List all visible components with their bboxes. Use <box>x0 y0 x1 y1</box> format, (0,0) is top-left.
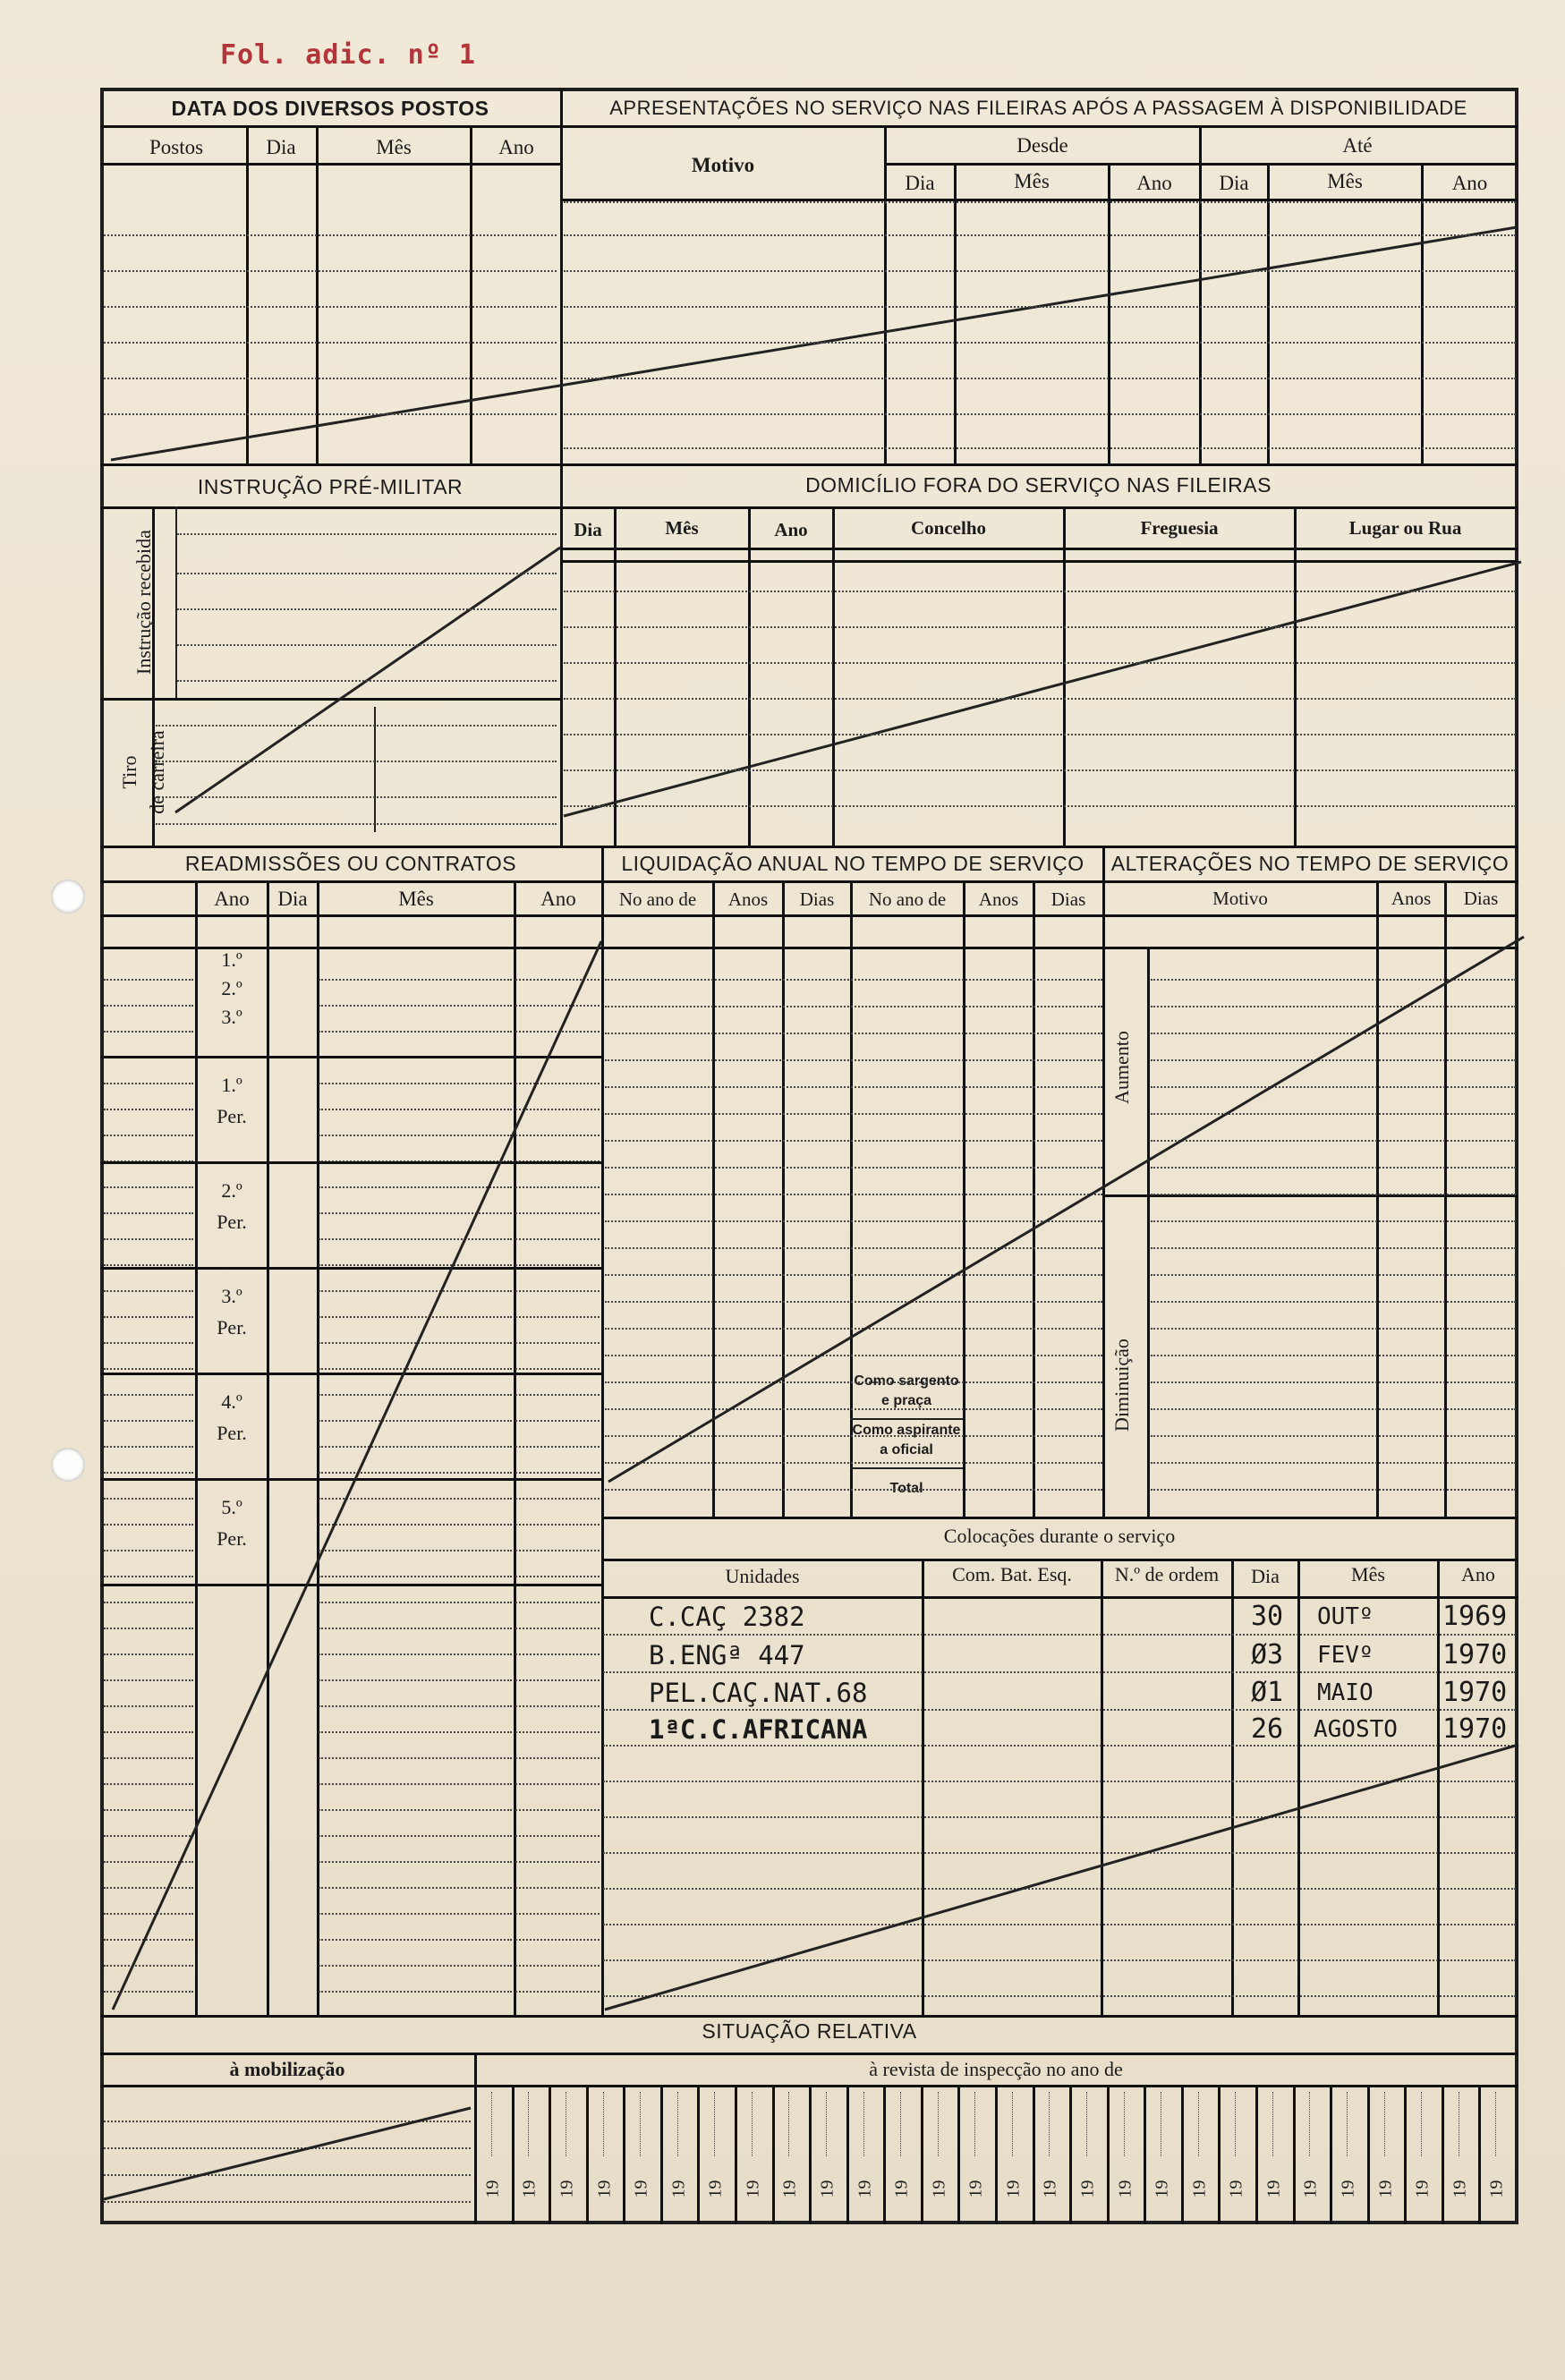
situacao-revista: à revista de inspecção no ano de <box>869 2058 1123 2080</box>
instrucao-row-line <box>177 608 557 610</box>
revista-year-label: 19 <box>1040 2180 1060 2198</box>
apresentacoes-row-line <box>564 201 1516 203</box>
domicilio-ano: Ano <box>774 519 808 540</box>
ate-ano: Ano <box>1451 172 1488 194</box>
readmissoes-col-mes: Mês <box>398 888 434 910</box>
postos-col-mes: Mês <box>376 136 412 158</box>
readmissoes-row-label: 1.º <box>221 1074 242 1096</box>
revista-year-label: 19 <box>891 2180 912 2198</box>
apresentacoes-row-line <box>564 270 1516 272</box>
cancel-line-domicilio <box>564 562 1521 816</box>
domicilio-row-line <box>564 734 1516 735</box>
colocacoes-col-unidades: Unidades <box>725 1565 800 1587</box>
revista-year-label: 19 <box>1003 2180 1024 2198</box>
colocacao-row3-mes: MAIO <box>1317 1679 1374 1706</box>
revista-year-label: 19 <box>519 2180 540 2198</box>
domicilio-mes: Mês <box>665 517 699 539</box>
domicilio-freguesia: Freguesia <box>1140 517 1219 539</box>
label-total: Total <box>889 1481 923 1496</box>
revista-year-label: 19 <box>1226 2180 1246 2198</box>
alteracoes-col-anos: Anos <box>1391 888 1432 909</box>
de-carreira-label: de carreira <box>146 730 168 814</box>
aumento-label: Aumento <box>1110 1031 1133 1104</box>
readmissoes-row-label: 3.º <box>221 1285 242 1307</box>
readmissoes-row-label: Per. <box>217 1527 247 1550</box>
colocacao-row2-mes: FEVº <box>1317 1642 1374 1669</box>
desde-dia: Dia <box>905 172 935 194</box>
domicilio-row-line <box>564 698 1516 700</box>
readmissoes-row-label: 2.º <box>221 1179 242 1202</box>
colocacao-row4-unidade: 1ªC.C.AFRICANA <box>649 1714 868 1745</box>
readmissoes-col-dia: Dia <box>277 888 308 910</box>
postos-col-dia: Dia <box>266 136 296 158</box>
revista-year-label: 19 <box>743 2180 763 2198</box>
domicilio-lugar: Lugar ou Rua <box>1348 517 1462 539</box>
revista-year-label: 19 <box>817 2180 838 2198</box>
label-como-sargento: Como sargento e praça <box>854 1373 959 1408</box>
desde-mes: Mês <box>1014 170 1050 192</box>
liquidacao-col-noano1: No ano de <box>618 888 697 910</box>
readmissoes-row-label: Per. <box>217 1316 247 1339</box>
domicilio-title: DOMICÍLIO FORA DO SERVIÇO NAS FILEIRAS <box>805 473 1272 497</box>
revista-year-label: 19 <box>1338 2180 1358 2198</box>
revista-year-label: 19 <box>1077 2180 1098 2198</box>
readmissoes-row-label: 4.º <box>221 1390 242 1413</box>
colocacoes-title: Colocações durante o serviço <box>943 1525 1176 1547</box>
liquidacao-col-anos1: Anos <box>727 888 769 910</box>
colocacao-row2-dia: Ø3 <box>1251 1639 1284 1670</box>
liquidacao-title: LIQUIDAÇÃO ANUAL NO TEMPO DE SERVIÇO <box>621 852 1084 875</box>
instrucao-title: INSTRUÇÃO PRÉ-MILITAR <box>197 475 464 498</box>
ate-mes: Mês <box>1327 170 1363 192</box>
revista-year-label: 19 <box>929 2180 949 2198</box>
readmissoes-title: READMISSÕES OU CONTRATOS <box>184 852 517 875</box>
readmissoes-row-label: Per. <box>217 1211 247 1233</box>
apresentacoes-motivo: Motivo <box>691 154 755 176</box>
postos-row-line <box>104 378 557 379</box>
colocacao-row3-ano: 1970 <box>1442 1677 1508 1708</box>
colocacao-row3-unidade: PEL.CAÇ.NAT.68 <box>649 1678 868 1708</box>
instrucao-row-line <box>177 573 557 574</box>
revista-year-label: 19 <box>594 2180 615 2198</box>
postos-col-postos: Postos <box>149 136 204 158</box>
domicilio-dia: Dia <box>574 519 602 540</box>
situacao-title: SITUAÇÃO RELATIVA <box>702 2019 917 2043</box>
colocacoes-col-ano: Ano <box>1461 1563 1495 1585</box>
instrucao-row-line <box>177 533 557 535</box>
domicilio-row-line <box>564 769 1516 771</box>
colocacao-row1-unidade: C.CAÇ 2382 <box>649 1602 805 1632</box>
tiro-row-line <box>156 823 557 825</box>
colocacao-row1-mes: OUTº <box>1317 1603 1374 1630</box>
revista-year-label: 19 <box>1115 2180 1135 2198</box>
liquidacao-col-dias1: Dias <box>799 888 835 910</box>
revista-year-label: 19 <box>1263 2180 1284 2198</box>
apresentacoes-title: APRESENTAÇÕES NO SERVIÇO NAS FILEIRAS APÓS A PASSAGEM À DISPONIBILIDADE <box>609 97 1467 119</box>
revista-year-label: 19 <box>1152 2180 1172 2198</box>
apresentacoes-desde: Desde <box>1016 134 1068 157</box>
revista-year-label: 19 <box>668 2180 689 2198</box>
cancel-line-postos <box>111 227 1517 460</box>
alteracoes-col-dias: Dias <box>1463 888 1499 909</box>
domicilio-row-line <box>564 591 1516 592</box>
revista-year-label: 19 <box>482 2180 503 2198</box>
revista-year-label: 19 <box>965 2180 986 2198</box>
tiro-row-line <box>156 796 557 798</box>
readmissoes-row-label: 5.º <box>221 1496 242 1518</box>
revista-year-label: 19 <box>631 2180 651 2198</box>
apresentacoes-row-line <box>564 378 1516 379</box>
ate-dia: Dia <box>1219 172 1249 194</box>
readmissoes-row-label: Per. <box>217 1105 247 1127</box>
instrucao-row-line <box>177 644 557 646</box>
colocacoes-col-nordem: N.º de ordem <box>1114 1563 1220 1585</box>
revista-year-label: 19 <box>1375 2180 1396 2198</box>
tiro-row-line <box>156 725 557 727</box>
cancel-line-readmissoes <box>113 941 601 2010</box>
colocacoes-col-combat: Com. Bat. Esq. <box>952 1563 1072 1585</box>
instrucao-recebida-label: Instrução recebida <box>132 530 155 675</box>
tiro-row-line <box>156 761 557 762</box>
readmissoes-col-ano2: Ano <box>540 888 576 910</box>
revista-year-label: 19 <box>1450 2180 1470 2198</box>
colocacao-row3-dia: Ø1 <box>1251 1677 1284 1708</box>
revista-year-label: 19 <box>1412 2180 1433 2198</box>
liquidacao-col-dias2: Dias <box>1050 888 1086 910</box>
postos-row-line <box>104 306 557 308</box>
situacao-mobilizacao: à mobilização <box>229 2058 345 2080</box>
cancel-line-situacao <box>104 2108 471 2199</box>
colocacoes-col-mes: Mês <box>1351 1563 1385 1585</box>
apresentacoes-row-line <box>564 342 1516 344</box>
colocacao-row1-ano: 1969 <box>1442 1601 1508 1632</box>
revista-year-label: 19 <box>779 2180 800 2198</box>
colocacao-row2-ano: 1970 <box>1442 1639 1508 1670</box>
revista-year-label: 19 <box>855 2180 875 2198</box>
folio-stamp: Fol. adic. nº 1 <box>220 39 476 71</box>
readmissoes-row-label: Per. <box>217 1422 247 1444</box>
colocacao-row2-unidade: B.ENGª 447 <box>649 1640 805 1670</box>
label-como-aspirante: Como aspirante a oficial <box>852 1423 961 1458</box>
readmissoes-col-ano: Ano <box>214 888 250 910</box>
alteracoes-title: ALTERAÇÕES NO TEMPO DE SERVIÇO <box>1110 852 1510 875</box>
liquidacao-col-anos2: Anos <box>978 888 1019 910</box>
tiro-label: Tiro <box>118 755 140 789</box>
revista-year-label: 19 <box>1486 2180 1507 2198</box>
colocacao-row4-mes: AGOSTO <box>1314 1716 1398 1743</box>
liquidacao-col-noano2: No ano de <box>868 888 947 910</box>
apresentacoes-row-line <box>564 234 1516 236</box>
apresentacoes-ate: Até <box>1342 134 1373 157</box>
cancel-line-liquidacao <box>608 937 1524 1482</box>
postos-col-ano: Ano <box>498 136 534 158</box>
colocacao-row1-dia: 30 <box>1251 1601 1284 1632</box>
desde-ano: Ano <box>1136 172 1172 194</box>
apresentacoes-row-line <box>564 413 1516 415</box>
colocacoes-col-dia: Dia <box>1251 1565 1280 1587</box>
colocacao-row4-dia: 26 <box>1251 1713 1284 1745</box>
cancel-line-colocacoes <box>605 1745 1518 2010</box>
revista-year-label: 19 <box>705 2180 726 2198</box>
postos-row-line <box>104 413 557 415</box>
domicilio-row-line <box>564 662 1516 664</box>
readmissoes-row-label: 3.º <box>221 1006 242 1028</box>
revista-year-label: 19 <box>1300 2180 1321 2198</box>
instrucao-row-line <box>177 680 557 682</box>
domicilio-row-line <box>564 805 1516 807</box>
postos-row-line <box>104 342 557 344</box>
domicilio-concelho: Concelho <box>911 517 986 539</box>
diminuicao-label: Diminuição <box>1110 1339 1133 1432</box>
readmissoes-row-label: 1.º <box>221 948 242 971</box>
postos-title: DATA DOS DIVERSOS POSTOS <box>171 97 489 120</box>
colocacao-row4-ano: 1970 <box>1442 1713 1508 1745</box>
revista-year-label: 19 <box>1189 2180 1210 2198</box>
revista-year-label: 19 <box>557 2180 577 2198</box>
apresentacoes-row-line <box>564 447 1516 449</box>
readmissoes-row-label: 2.º <box>221 977 242 999</box>
postos-row-line <box>104 270 557 272</box>
domicilio-row-line <box>564 626 1516 628</box>
postos-row-line <box>104 234 557 236</box>
apresentacoes-row-line <box>564 306 1516 308</box>
alteracoes-col-motivo: Motivo <box>1212 888 1268 909</box>
